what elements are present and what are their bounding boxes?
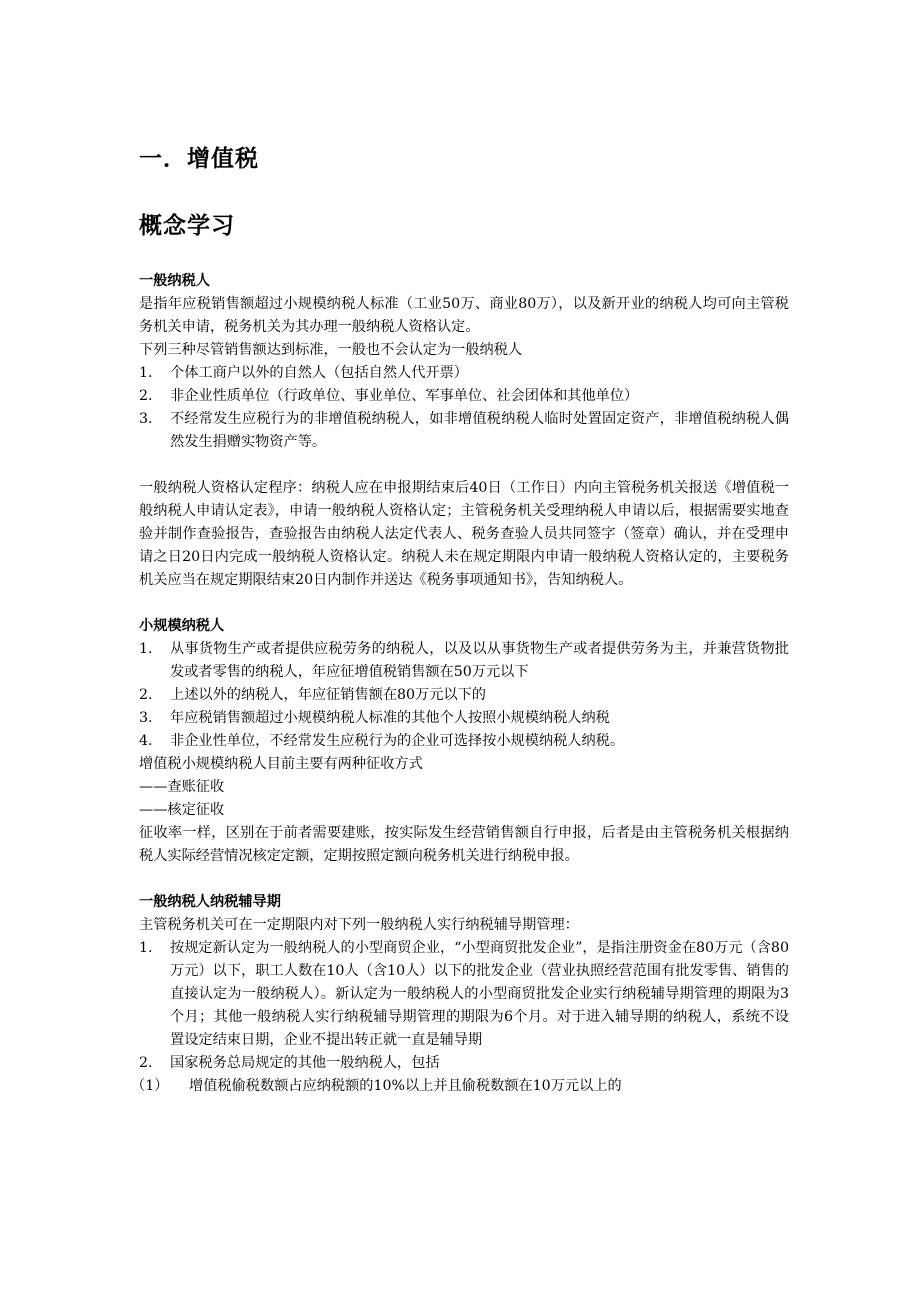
list-item	[139, 408, 789, 454]
sub-list-item	[131, 1075, 789, 1098]
subsection-title-small-taxpayer: 小规模纳税人	[139, 618, 225, 634]
subsection-title-general-taxpayer: 一般纳税人	[139, 273, 210, 289]
numbered-list	[139, 638, 789, 753]
list-number: 1.	[139, 641, 153, 657]
list-item	[139, 385, 789, 408]
list-item	[139, 684, 789, 707]
list-text: 上述以外的纳税人，年应征销售额在80万元以下的	[170, 687, 486, 703]
numbered-list	[139, 937, 789, 1075]
list-text: 年应税销售额超过小规模纳税人标准的其他个人按照小规模纳税人纳税	[170, 710, 610, 726]
paragraph: ——查账征收	[139, 779, 225, 795]
list-number: 2.	[139, 388, 153, 404]
document-body	[131, 270, 789, 1098]
paragraph: 主管税务机关可在一定期限内对下列一般纳税人实行纳税辅导期管理：	[139, 917, 579, 933]
list-number: （1）	[131, 1078, 169, 1094]
list-item	[139, 937, 789, 1052]
list-number: 1.	[139, 940, 153, 956]
list-text: 个体工商户以外的自然人（包括自然人代开票）	[170, 365, 468, 381]
list-number: 3.	[139, 710, 153, 726]
list-number: 2.	[139, 1055, 153, 1071]
list-number: 4.	[139, 733, 153, 749]
numbered-list	[139, 362, 789, 454]
section-heading: 概念学习	[139, 213, 235, 239]
list-text: 非企业性质单位（行政单位、事业单位、军事单位、社会团体和其他单位）	[170, 388, 639, 404]
paragraph: 下列三种尽管销售额达到标准，一般也不会认定为一般纳税人	[139, 342, 523, 358]
list-text: 从事货物生产或者提供应税劳务的纳税人，以及以从事货物生产或者提供劳务为主，并兼营货物批发或者零售的纳税人，年应征增值税销售额在50万元以下	[170, 641, 789, 680]
list-text: 国家税务总局规定的其他一般纳税人，包括	[170, 1055, 440, 1071]
list-number: 1.	[139, 365, 153, 381]
list-text: 按规定新认定为一般纳税人的小型商贸企业，“小型商贸批发企业”，是指注册资金在80万元（含80万元）以下，职工人数在10人（含10人）以下的批发企业（营业执照经营范围有批发零售、销售的直接认定为一般纳税人）。新认定为一般纳税人的小型商贸批发企业实行纳税辅导期管理的期限为3个月；其他一般纳税人实行纳税辅导期管理的期限为6个月。对于进入辅导期的纳税人，系统不设置设定结束日期，企业不提出转正就一直是辅导期	[170, 940, 789, 1048]
list-number: 2.	[139, 687, 153, 703]
list-text: 不经常发生应税行为的非增值税纳税人，如非增值税纳税人临时处置固定资产，非增值税纳税人偶然发生捐赠实物资产等。	[170, 411, 789, 450]
subsection-title-guidance-period: 一般纳税人纳税辅导期	[139, 894, 281, 910]
list-item	[139, 362, 789, 385]
paragraph: 是指年应税销售额超过小规模纳税人标准（工业50万、商业80万），以及新开业的纳税人均可向主管税务机关申请，税务机关为其办理一般纳税人资格认定。	[139, 296, 789, 335]
list-item	[139, 638, 789, 684]
paragraph: ——核定征收	[139, 802, 225, 818]
paragraph: 一般纳税人资格认定程序：纳税人应在申报期结束后40日（工作日）内向主管税务机关报送《增值税一般纳税人申请认定表》，申请一般纳税人资格认定；主管税务机关受理纳税人申请以后，根据需要实地查验并制作查验报告，查验报告由纳税人法定代表人、税务查验人员共同签字（签章）确认，并在受理申请之日20日内完成一般纳税人资格认定。纳税人未在规定期限内申请一般纳税人资格认定的，主要税务机关应当在规定期限结束20日内制作并送达《税务事项通知书》，告知纳税人。	[139, 480, 789, 588]
paragraph: 征收率一样，区别在于前者需要建账，按实际发生经营销售额自行申报，后者是由主管税务机关根据纳税人实际经营情况核定定额，定期按照定额向税务机关进行纳税申报。	[139, 825, 789, 864]
list-item	[139, 1052, 789, 1075]
list-item	[139, 707, 789, 730]
list-item	[139, 730, 789, 753]
list-text: 增值税偷税数额占应纳税额的10%以上并且偷税数额在10万元以上的	[189, 1078, 622, 1094]
list-number: 3.	[139, 411, 153, 427]
chapter-heading: 一．增值税	[139, 146, 259, 172]
paragraph: 增值税小规模纳税人目前主要有两种征收方式	[139, 756, 423, 772]
list-text: 非企业性单位，不经常发生应税行为的企业可选择按小规模纳税人纳税。	[170, 733, 625, 749]
